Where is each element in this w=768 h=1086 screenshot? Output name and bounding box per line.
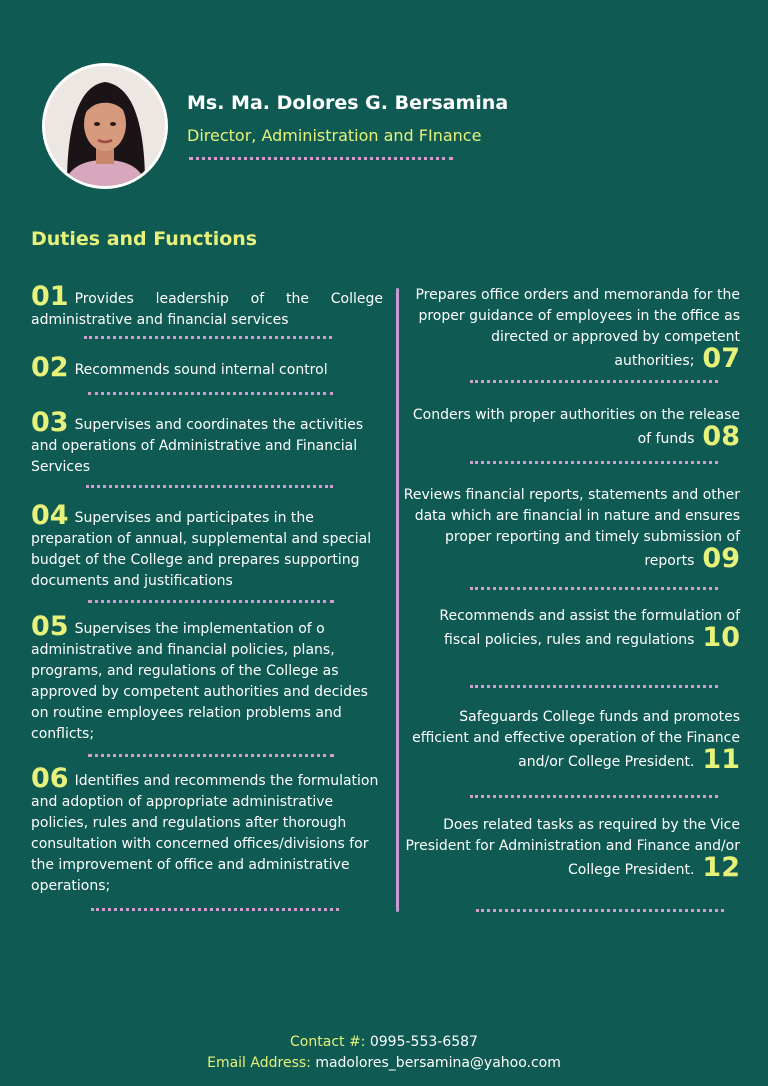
duty-divider [470,587,718,590]
duty-number: 09 [702,543,740,574]
duty-item-12 [400,815,740,881]
duty-number: 07 [702,343,740,374]
duty-number: 03 [31,407,69,438]
duty-text: Does related tasks as required by the Vice President for Administration and Finance and/or College President. [405,817,740,878]
contact-email [0,1055,768,1071]
section-title: Duties and Functions [31,228,258,250]
person-portrait-icon [45,66,165,186]
duty-item-04 [31,500,383,592]
duty-item-10 [400,606,740,651]
duty-text: Identifies and recommends the formulation and adoption of appropriate administrative policies, rules and regulations after thorough consultation with concerned offices/divisions for the improvement of office and administrative operations; [31,773,379,894]
duty-divider [470,795,718,798]
duty-number: 12 [702,852,740,883]
duty-divider [470,685,718,688]
profile-title: Director, Administration and FInance [187,126,482,145]
phone-label: Contact #: [290,1034,366,1050]
duty-text: Supervises and participates in the preparation of annual, supplemental and special budget of the College and prepares supporting documents and justifications [31,510,372,589]
duty-item-08 [400,405,740,450]
duty-number: 11 [702,744,740,775]
duty-number: 06 [31,763,69,794]
duty-divider [88,754,334,757]
duty-text: Supervises and coordinates the activities and operations of Administrative and Financial Services [31,417,364,475]
profile-name: Ms. Ma. Dolores G. Bersamina [187,92,509,114]
duty-item-07 [400,285,740,372]
duty-divider [88,392,333,395]
duty-text: Prepares office orders and memoranda for the proper guidance of employees in the office as directed or approved by competent authorities; [415,287,740,369]
duty-item-05 [31,611,383,745]
contact-phone [0,1034,768,1050]
duty-text: Conders with proper authorities on the release of funds [412,407,740,447]
duty-text: Reviews financial reports, statements and other data which are financial in nature and ensures proper reporting and timely submission of reports [403,487,740,569]
duty-number: 08 [702,421,740,452]
duty-divider [470,380,718,383]
duty-text: Recommends sound internal control [74,362,328,378]
duty-divider [84,336,332,339]
duty-divider [476,909,724,912]
profile-photo [42,63,168,189]
duty-number: 02 [31,352,69,383]
duty-item-03 [31,407,383,478]
duty-item-02 [31,352,383,383]
column-divider [396,288,399,912]
duty-divider [470,461,718,464]
header-divider [189,157,453,160]
duty-item-06 [31,763,383,897]
duty-item-01 [31,281,383,331]
phone-number: 0995-553-6587 [369,1034,478,1050]
duty-item-09 [395,485,740,572]
duty-divider [86,485,333,488]
duty-divider [91,908,339,911]
duty-number: 01 [31,281,69,312]
duty-text: Supervises the implementation of o administrative and financial policies, plans, programs, and regulations of the College as approved by competent authorities and decides on routine employees relation problems and conflicts; [31,621,368,742]
email-address: madolores_bersamina@yahoo.com [315,1055,561,1071]
duty-item-11 [400,707,740,773]
duty-text: Recommends and assist the formulation of fiscal policies, rules and regulations [439,608,740,648]
duty-divider [88,600,334,603]
email-label: Email Address: [207,1055,311,1071]
duty-text: Provides leadership of the College administrative and financial services [31,291,383,328]
duty-number: 10 [702,622,740,653]
duty-number: 05 [31,611,69,642]
duty-number: 04 [31,500,69,531]
duty-text: Safeguards College funds and promotes efficient and effective operation of the Finance and/or College President. [412,709,740,770]
